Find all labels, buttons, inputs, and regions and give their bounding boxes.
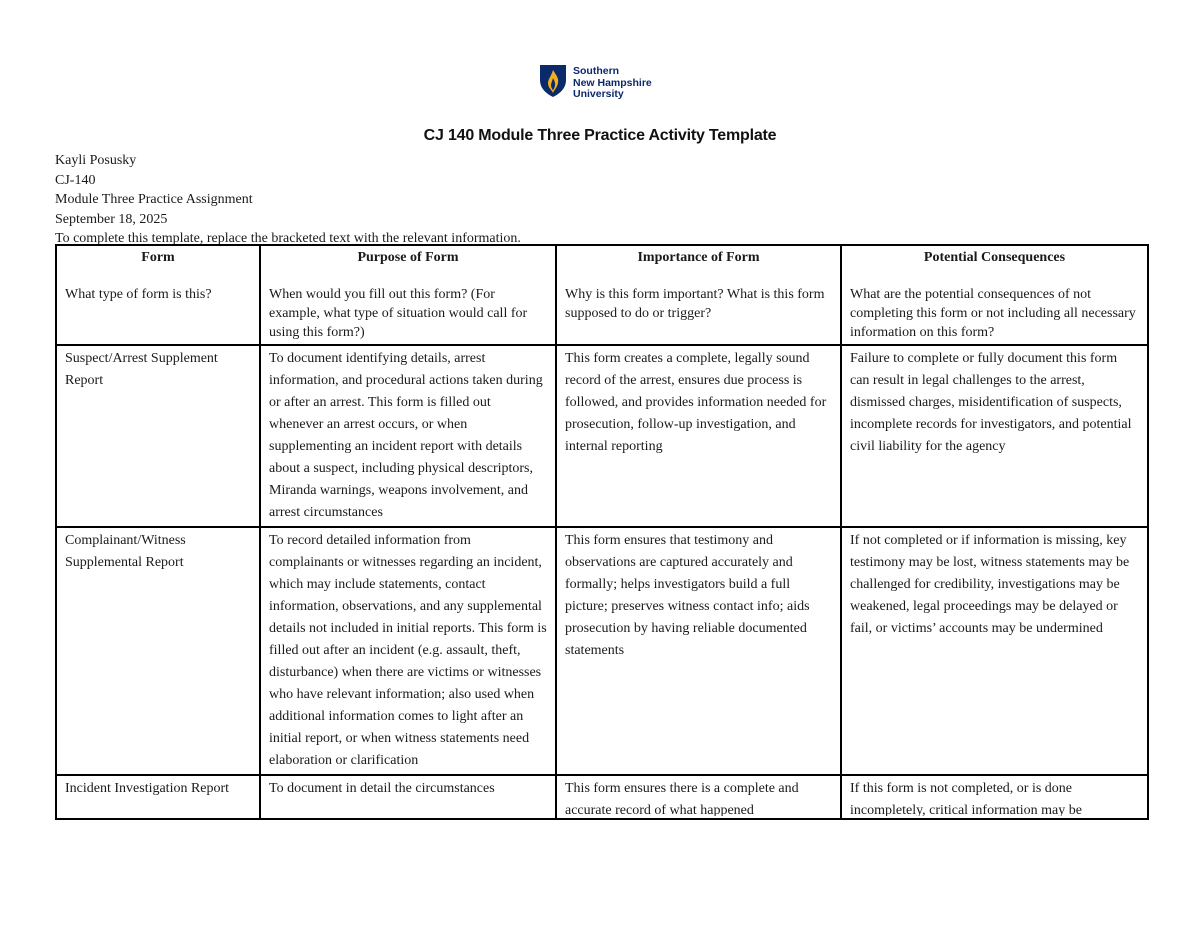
header-cell-consequences <box>841 245 1148 345</box>
course-code: CJ-140 <box>55 172 96 188</box>
table-cell: To document identifying details, arrest information, and procedural actions taken during or after an arrest. This form is filled out whenever an arrest occurs, or when supplementing an incident report with details about a suspect, including physical descriptors, Miranda warnings, weapons involvement, and arrest circumstances <box>260 345 556 527</box>
table-cell: Suspect/Arrest Supplement Report <box>56 345 260 527</box>
cell-text: This form ensures there is a complete and accurate record of what happened <box>565 781 799 816</box>
cell-text: If this form is not completed, or is done incompletely, critical information may be <box>850 781 1082 816</box>
header-cell-form <box>56 245 260 345</box>
logo-wordmark <box>573 66 652 101</box>
table-cell: This form creates a complete, legally sound record of the arrest, ensures due process is followed, and provides information needed for prosecution, follow-up investigation, and internal reporting <box>556 345 841 527</box>
table-row <box>56 527 1148 775</box>
table-cell <box>56 775 260 819</box>
header-title: Potential Consequences <box>923 250 1066 265</box>
table-row <box>56 345 1148 527</box>
table-cell <box>841 775 1148 819</box>
shield-flame-icon <box>539 64 567 98</box>
table-header-row <box>56 245 1148 345</box>
instructions-text: To complete this template, replace the bracketed text with the relevant information. <box>55 231 521 246</box>
document-meta <box>55 151 521 249</box>
header-description: When would you fill out this form? (For example, what type of situation would call for using this form?) <box>269 287 528 340</box>
assignment-name: Module Three Practice Assignment <box>55 192 253 207</box>
table-cell: Failure to complete or fully document this form can result in legal challenges to the arrest, dismissed charges, misidentification of suspects, incomplete records for investigators, and potential civil liability for the agency <box>841 345 1148 527</box>
header-description: What are the potential consequences of not completing this form or not including all necessary information on this form? <box>850 287 1136 340</box>
header-title: Importance of Form <box>637 250 760 265</box>
table-cell: Complainant/Witness Supplemental Report <box>56 527 260 775</box>
logo-line-3: University <box>573 88 624 100</box>
header-title: Form <box>141 250 175 265</box>
table-cell <box>260 775 556 819</box>
table-cell: If not completed or if information is missing, key testimony may be lost, witness statements may be challenged for credibility, investigations may be weakened, legal proceedings may be delayed or fail, or victims’ accounts may be undermined <box>841 527 1148 775</box>
logo-line-2: New Hampshire <box>573 76 652 89</box>
cell-text: Incident Investigation Report <box>65 781 230 796</box>
header-description: Why is this form important? What is this form supposed to do or trigger? <box>565 287 825 321</box>
logo-line-1: Southern <box>573 65 620 77</box>
forms-table <box>55 244 1149 820</box>
cell-text: To document in detail the circumstances <box>269 781 495 796</box>
table-cell: This form ensures that testimony and observations are captured accurately and formally; helps investigators build a full picture; preserves witness contact info; aids prosecution by having reliable documented statements <box>556 527 841 775</box>
author-name: Kayli Posusky <box>55 153 137 168</box>
header-cell-importance <box>556 245 841 345</box>
header-title: Purpose of Form <box>357 250 459 265</box>
document-title: CJ 140 Module Three Practice Activity Template <box>423 127 777 144</box>
header-description: What type of form is this? <box>65 287 212 302</box>
table-cell: To record detailed information from complainants or witnesses regarding an incident, which may include statements, contact information, observations, and any supplemental details not included in initial reports. This form is filled out after an incident (e.g. assault, theft, disturbance) when there are victims or witnesses who have relevant information; also used when additional information comes to light after an initial report, or when witness statements need elaboration or clarification <box>260 527 556 775</box>
header-cell-purpose <box>260 245 556 345</box>
table-cell <box>556 775 841 819</box>
document-date: September 18, 2025 <box>55 211 168 227</box>
university-logo <box>539 64 652 101</box>
table-row <box>56 775 1148 819</box>
